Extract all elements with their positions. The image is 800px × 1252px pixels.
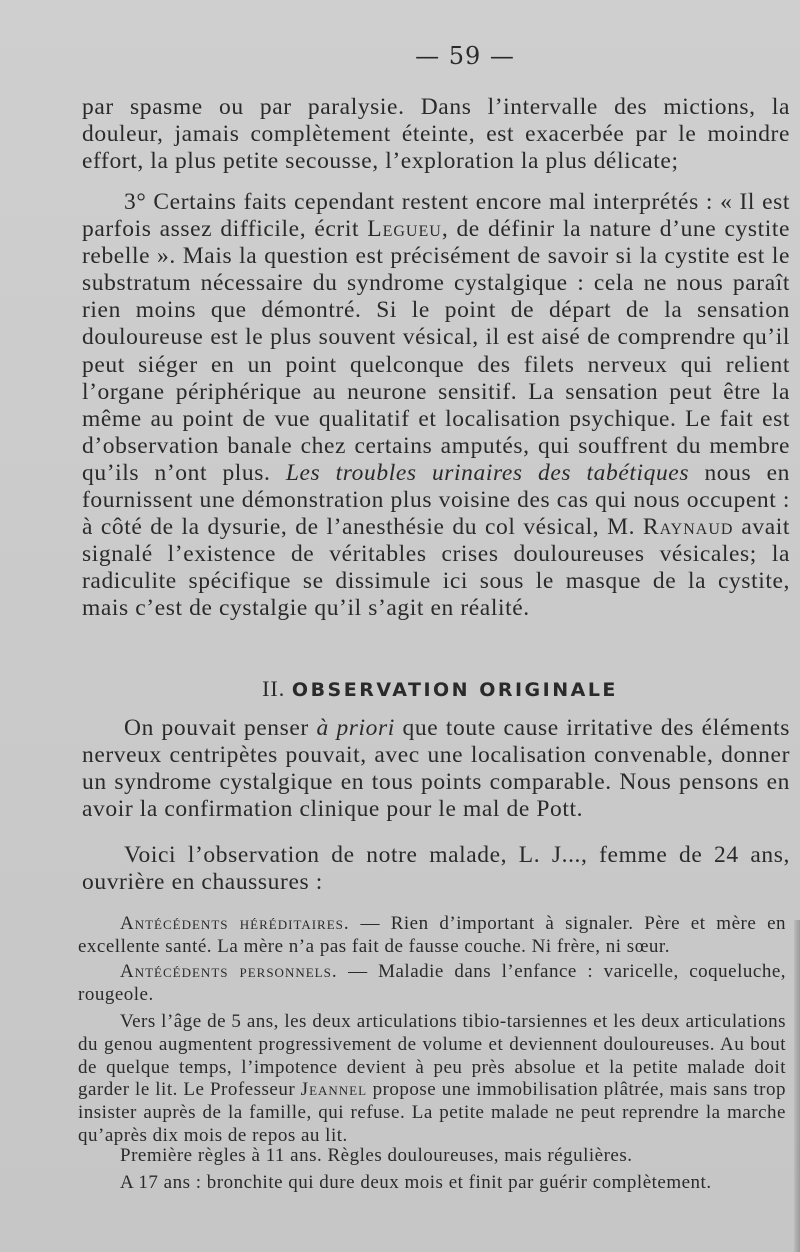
paragraph-2-text-d: avait signalé l’existence de véritables crises douloureuses vésicales; la radiculite spécifique se dissimule ici sous le masque de la cystite, mais c’est de cystalgie qu’il s’agit en réalité. bbox=[82, 514, 790, 622]
paragraph-2-text-c: nous en fournissent une démonstration plus voisine des cas qui nous occupent : à côté de la dysurie, de l’anesthésie du col vésical, M. bbox=[82, 459, 790, 541]
paragraph-2-text-b: , de définir la nature d’une cystite rebelle ». Mais la question est précisément de savoir si la cystite est le substratum nécessaire du syndrome cystalgique : cela ne nous paraît rien moins que démontré. Si le point de départ de la sensation douloureuse est le plus souvent vésical, il est aisé de comprendre qu’il peut siéger en un point quelconque des filets nerveux qui relient l’organe périphérique au neurone sensitif. La sensation peut être la même au point de vue qualitatif et localisation psychique. Le fait est d’observation banale chez certains amputés, qui souffrent du membre qu’ils n’ont plus. bbox=[82, 216, 790, 486]
section-number: II. bbox=[262, 676, 286, 701]
paragraph-4-text: Voici l’observation de notre malade, L. J..., femme de 24 ans, ouvrière en chaussures : bbox=[82, 842, 790, 896]
paragraph-8-text: Première règles à 11 ans. Règles douloureuses, mais régulières. bbox=[120, 1145, 633, 1166]
page-edge-shadow bbox=[794, 920, 800, 1252]
italic-phrase-a-priori: à priori bbox=[316, 715, 395, 741]
paragraph-2-text-a: 3° Certains faits cependant restent encore mal interprétés : « Il est parfois assez difficile, écrit bbox=[82, 189, 790, 243]
paragraph-4 bbox=[82, 842, 790, 896]
paragraph-9 bbox=[78, 1172, 786, 1195]
paragraph-7-text-b: propose une immobilisation plâtrée, mais sans trop insister auprès de la famille, qui refuse. La petite malade ne peut reprendre la marche qu’après dix mois de repos au lit. bbox=[78, 1079, 786, 1146]
author-name-jeannel: Jeannel bbox=[300, 1079, 368, 1101]
label-antecedents-hereditaires: Antécédents héréditaires. bbox=[120, 913, 350, 934]
italic-phrase-tabetiques: Les troubles urinaires des tabétiques bbox=[285, 459, 690, 486]
paragraph-7 bbox=[78, 1011, 786, 1148]
paragraph-8 bbox=[78, 1145, 786, 1168]
paragraph-6 bbox=[78, 961, 786, 1007]
section-title: OBSERVATION ORIGINALE bbox=[291, 679, 618, 701]
paragraph-6-text: — Maladie dans l’enfance : varicelle, coqueluche, rougeole. bbox=[78, 961, 786, 1005]
paragraph-5-text: — Rien d’important à signaler. Père et mère en excellente santé. La mère n’a pas fait de fausse couche. Ni frère, ni sœur. bbox=[78, 913, 787, 957]
page-number: — 59 — bbox=[415, 42, 515, 70]
paragraph-3-text-a: On pouvait penser bbox=[124, 715, 317, 741]
paragraph-2 bbox=[82, 189, 790, 623]
paragraph-3 bbox=[82, 715, 790, 823]
author-name-legueu: Legueu bbox=[367, 216, 442, 243]
paragraph-1 bbox=[82, 94, 790, 175]
paragraph-9-text: A 17 ans : bronchite qui dure deux mois et finit par guérir complètement. bbox=[120, 1172, 712, 1193]
paragraph-3-text-b: que toute cause irritative des éléments nerveux centripètes pouvait, avec une localisation convenable, donner un syndrome cystalgique en tous points comparable. Nous pensons en avoir la confirmation clinique pour le mal de Pott. bbox=[82, 715, 790, 823]
label-antecedents-personnels: Antécédents personnels. bbox=[120, 961, 338, 982]
section-heading bbox=[40, 676, 800, 702]
author-name-raynaud: Raynaud bbox=[642, 514, 734, 541]
paragraph-5 bbox=[78, 913, 786, 959]
paragraph-1-text: par spasme ou par paralysie. Dans l’intervalle des mictions, la douleur, jamais complètement éteinte, est exacerbée par le moindre effort, la plus petite secousse, l’exploration la plus délicate; bbox=[82, 94, 790, 175]
paragraph-7-text-a: Vers l’âge de 5 ans, les deux articulations tibio-tarsiennes et les deux articulations du genou augmentent progressivement de volume et deviennent douloureuses. Au bout de quelque temps, l’impotence devient à peu près absolue et la petite malade doit garder le lit. Le Professeur bbox=[78, 1011, 786, 1101]
